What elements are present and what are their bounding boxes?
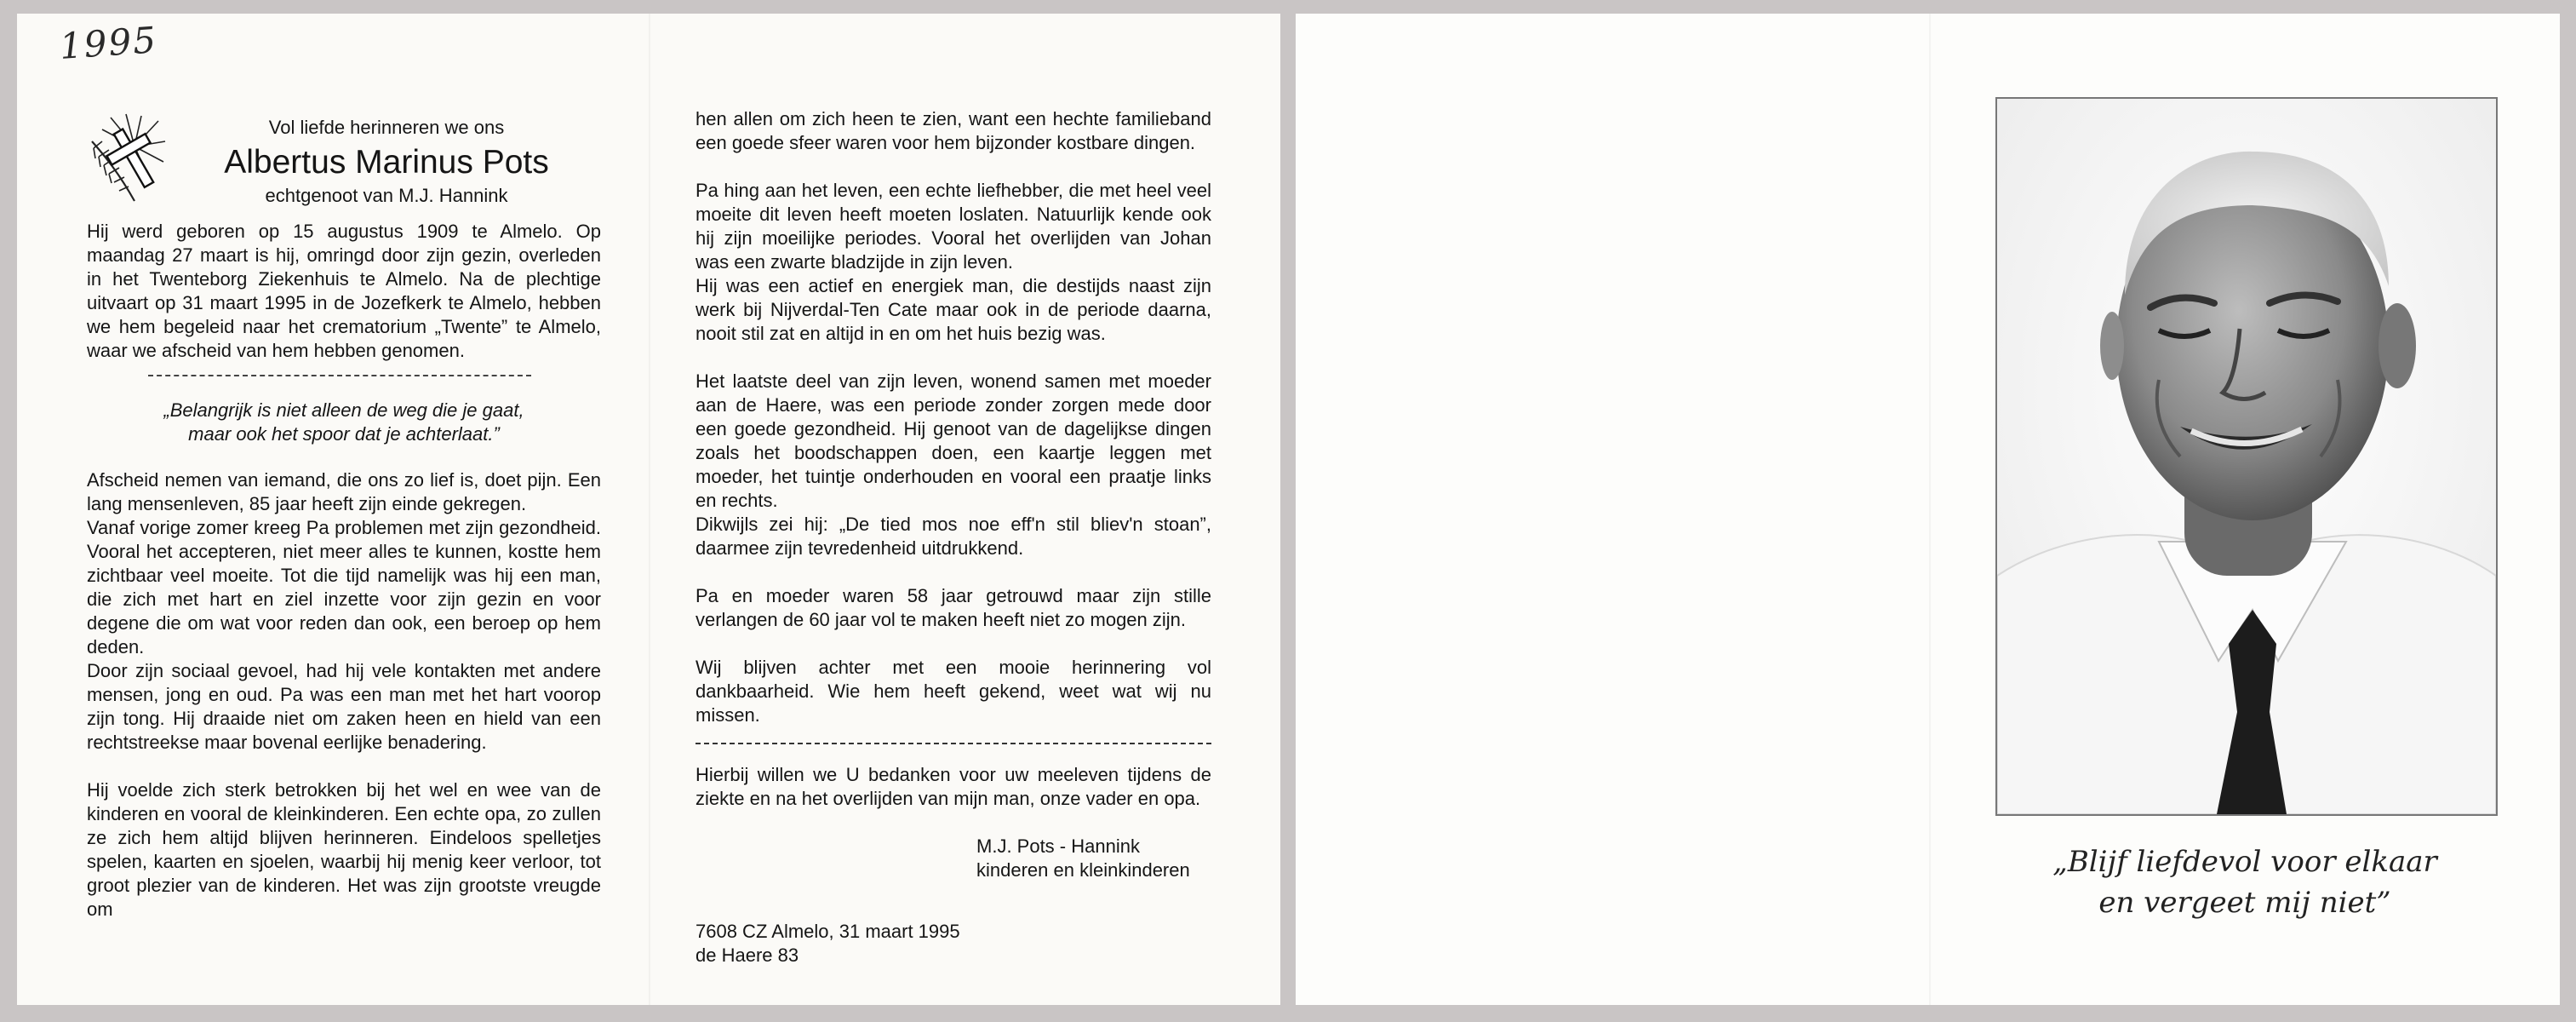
- card-front-quote: [1977, 841, 2513, 923]
- memory-paragraph: Wij blijven achter met een mooie herinnering vol dankbaarheid. Wie hem heeft gekend, weet wat wij nu missen.: [696, 657, 1211, 726]
- biography-paragraph: Hij werd geboren op 15 augustus 1909 te Almelo. Op maandag 27 maart is hij, omringd door zijn gezin, overleden in het Twenteborg Ziekenhuis te Almelo. Na de plechtige uitvaart op 31 maart 1995 in de Jozefkerk te Almelo, hebben we hem begeleid naar het crematorium „Twente” te Almelo, waar we afscheid van hem hebben genomen.: [87, 221, 601, 361]
- marriage-paragraph: Pa en moeder waren 58 jaar getrouwd maar zijn stille verlangen de 60 jaar vol te maken heeft niet zo mogen zijn.: [696, 585, 1211, 630]
- work-paragraph: Hij was een actief en energiek man, die destijds naast zijn werk bij Nijverdal-Ten Cate maar ook in de periode daarna, nooit stil zat en altijd in en om het huis bezig was.: [696, 275, 1211, 344]
- health-paragraph: Vanaf vorige zomer kreeg Pa problemen met zijn gezondheid. Vooral het accepteren, niet meer alles te kunnen, kostte hem zichtbaar veel moeite. Tot die tijd namelijk was hij een man, die zich met hart en ziel inzette voor zijn gezin en voor degene die om wat voor reden dan ook, een beroep op hem deden.: [87, 517, 601, 657]
- grandchildren-paragraph: Hij voelde zich sterk betrokken bij het wel en wee van de kinderen en vooral de kleinkinderen. Een echte opa, zo zullen ze zich hem altijd blijven herinneren. Eindeloos spelletjes spelen, kaarten en sjoelen, waarbij hij menig keer verloor, tot groot plezier van de kinderen. Het was zijn grootste vreugde om: [87, 779, 601, 920]
- saying-paragraph: Dikwijls zei hij: „De tied mos noe eff'n stil bliev'n stoan”, daarmee zijn tevredenheid uitdrukkend.: [696, 514, 1211, 559]
- outer-card-spread: [1296, 14, 2560, 1005]
- last-years-paragraph: Het laatste deel van zijn leven, wonend samen met moeder aan de Haere, was een periode zonder zorgen mede door een goede gezondheid. Hij genoot van de dagelijkse dingen zoals het boodschappen doen, een kaartje leggen met moeder, het tuintje onderhouden en vooral een praatje links en rechts.: [696, 370, 1211, 511]
- address-line-2: de Haere 83: [696, 944, 799, 966]
- continuation-paragraph: hen allen om zich heen te zien, want een hechte familieband een goede sfeer waren voor hem bijzonder kostbare dingen.: [696, 108, 1211, 153]
- inner-card-spread: [17, 14, 1280, 1005]
- quote-line-1: „Belangrijk is niet alleen de weg die je gaat,: [163, 399, 524, 421]
- thanks-paragraph: Hierbij willen we U bedanken voor uw meeleven tijdens de ziekte en na het overlijden van mijn man, onze vader en opa.: [696, 764, 1211, 809]
- card-quote-line-1: „Blijf liefdevol voor elkaar: [2052, 845, 2437, 879]
- signature-block: [976, 835, 1211, 882]
- portrait-image: [1997, 99, 2496, 814]
- portrait-photo: [1995, 97, 2498, 816]
- signature-line-2: kinderen en kleinkinderen: [976, 859, 1190, 881]
- spouse-line: echtgenoot van M.J. Hannink: [265, 185, 508, 206]
- separator-dashes: [148, 375, 531, 376]
- quote-line-2: maar ook het spoor dat je achterlaat.”: [188, 423, 500, 445]
- cross-palm-icon: [85, 112, 167, 208]
- address-block: [696, 920, 1211, 967]
- deceased-name: Albertus Marinus Pots: [224, 144, 549, 181]
- intro-line: Vol liefde herinneren we ons: [268, 117, 505, 138]
- handwritten-year: 1995: [58, 19, 159, 67]
- life-paragraph: Pa hing aan het leven, een echte liefhebber, die met heel veel moeite dit leven heeft moeten loslaten. Natuurlijk kende ook hij zijn moeilijke periodes. Vooral het overlijden van Johan was een zwarte bladzijde in zijn leven.: [696, 180, 1211, 273]
- middle-column: [696, 107, 1211, 967]
- social-paragraph: Door zijn sociaal gevoel, had hij vele kontakten met andere mensen, jong en oud. Pa was een man met het hart voorop zijn tong. Hij draaide niet om zaken heen en hield van een rechtstreekse maar bovenal eerlijke benadering.: [87, 660, 601, 753]
- card-quote-line-2: en vergeet mij niet”: [2098, 886, 2391, 920]
- fold-line: [1929, 14, 1931, 1005]
- separator-dashes: [696, 743, 1211, 744]
- memorial-quote: [87, 399, 601, 446]
- signature-line-1: M.J. Pots - Hannink: [976, 835, 1140, 857]
- farewell-paragraph: Afscheid nemen van iemand, die ons zo lief is, doet pijn. Een lang mensenleven, 85 jaar heeft zijn einde gekregen.: [87, 469, 601, 514]
- address-line-1: 7608 CZ Almelo, 31 maart 1995: [696, 921, 960, 942]
- fold-line: [649, 14, 650, 1005]
- left-column: [87, 116, 601, 922]
